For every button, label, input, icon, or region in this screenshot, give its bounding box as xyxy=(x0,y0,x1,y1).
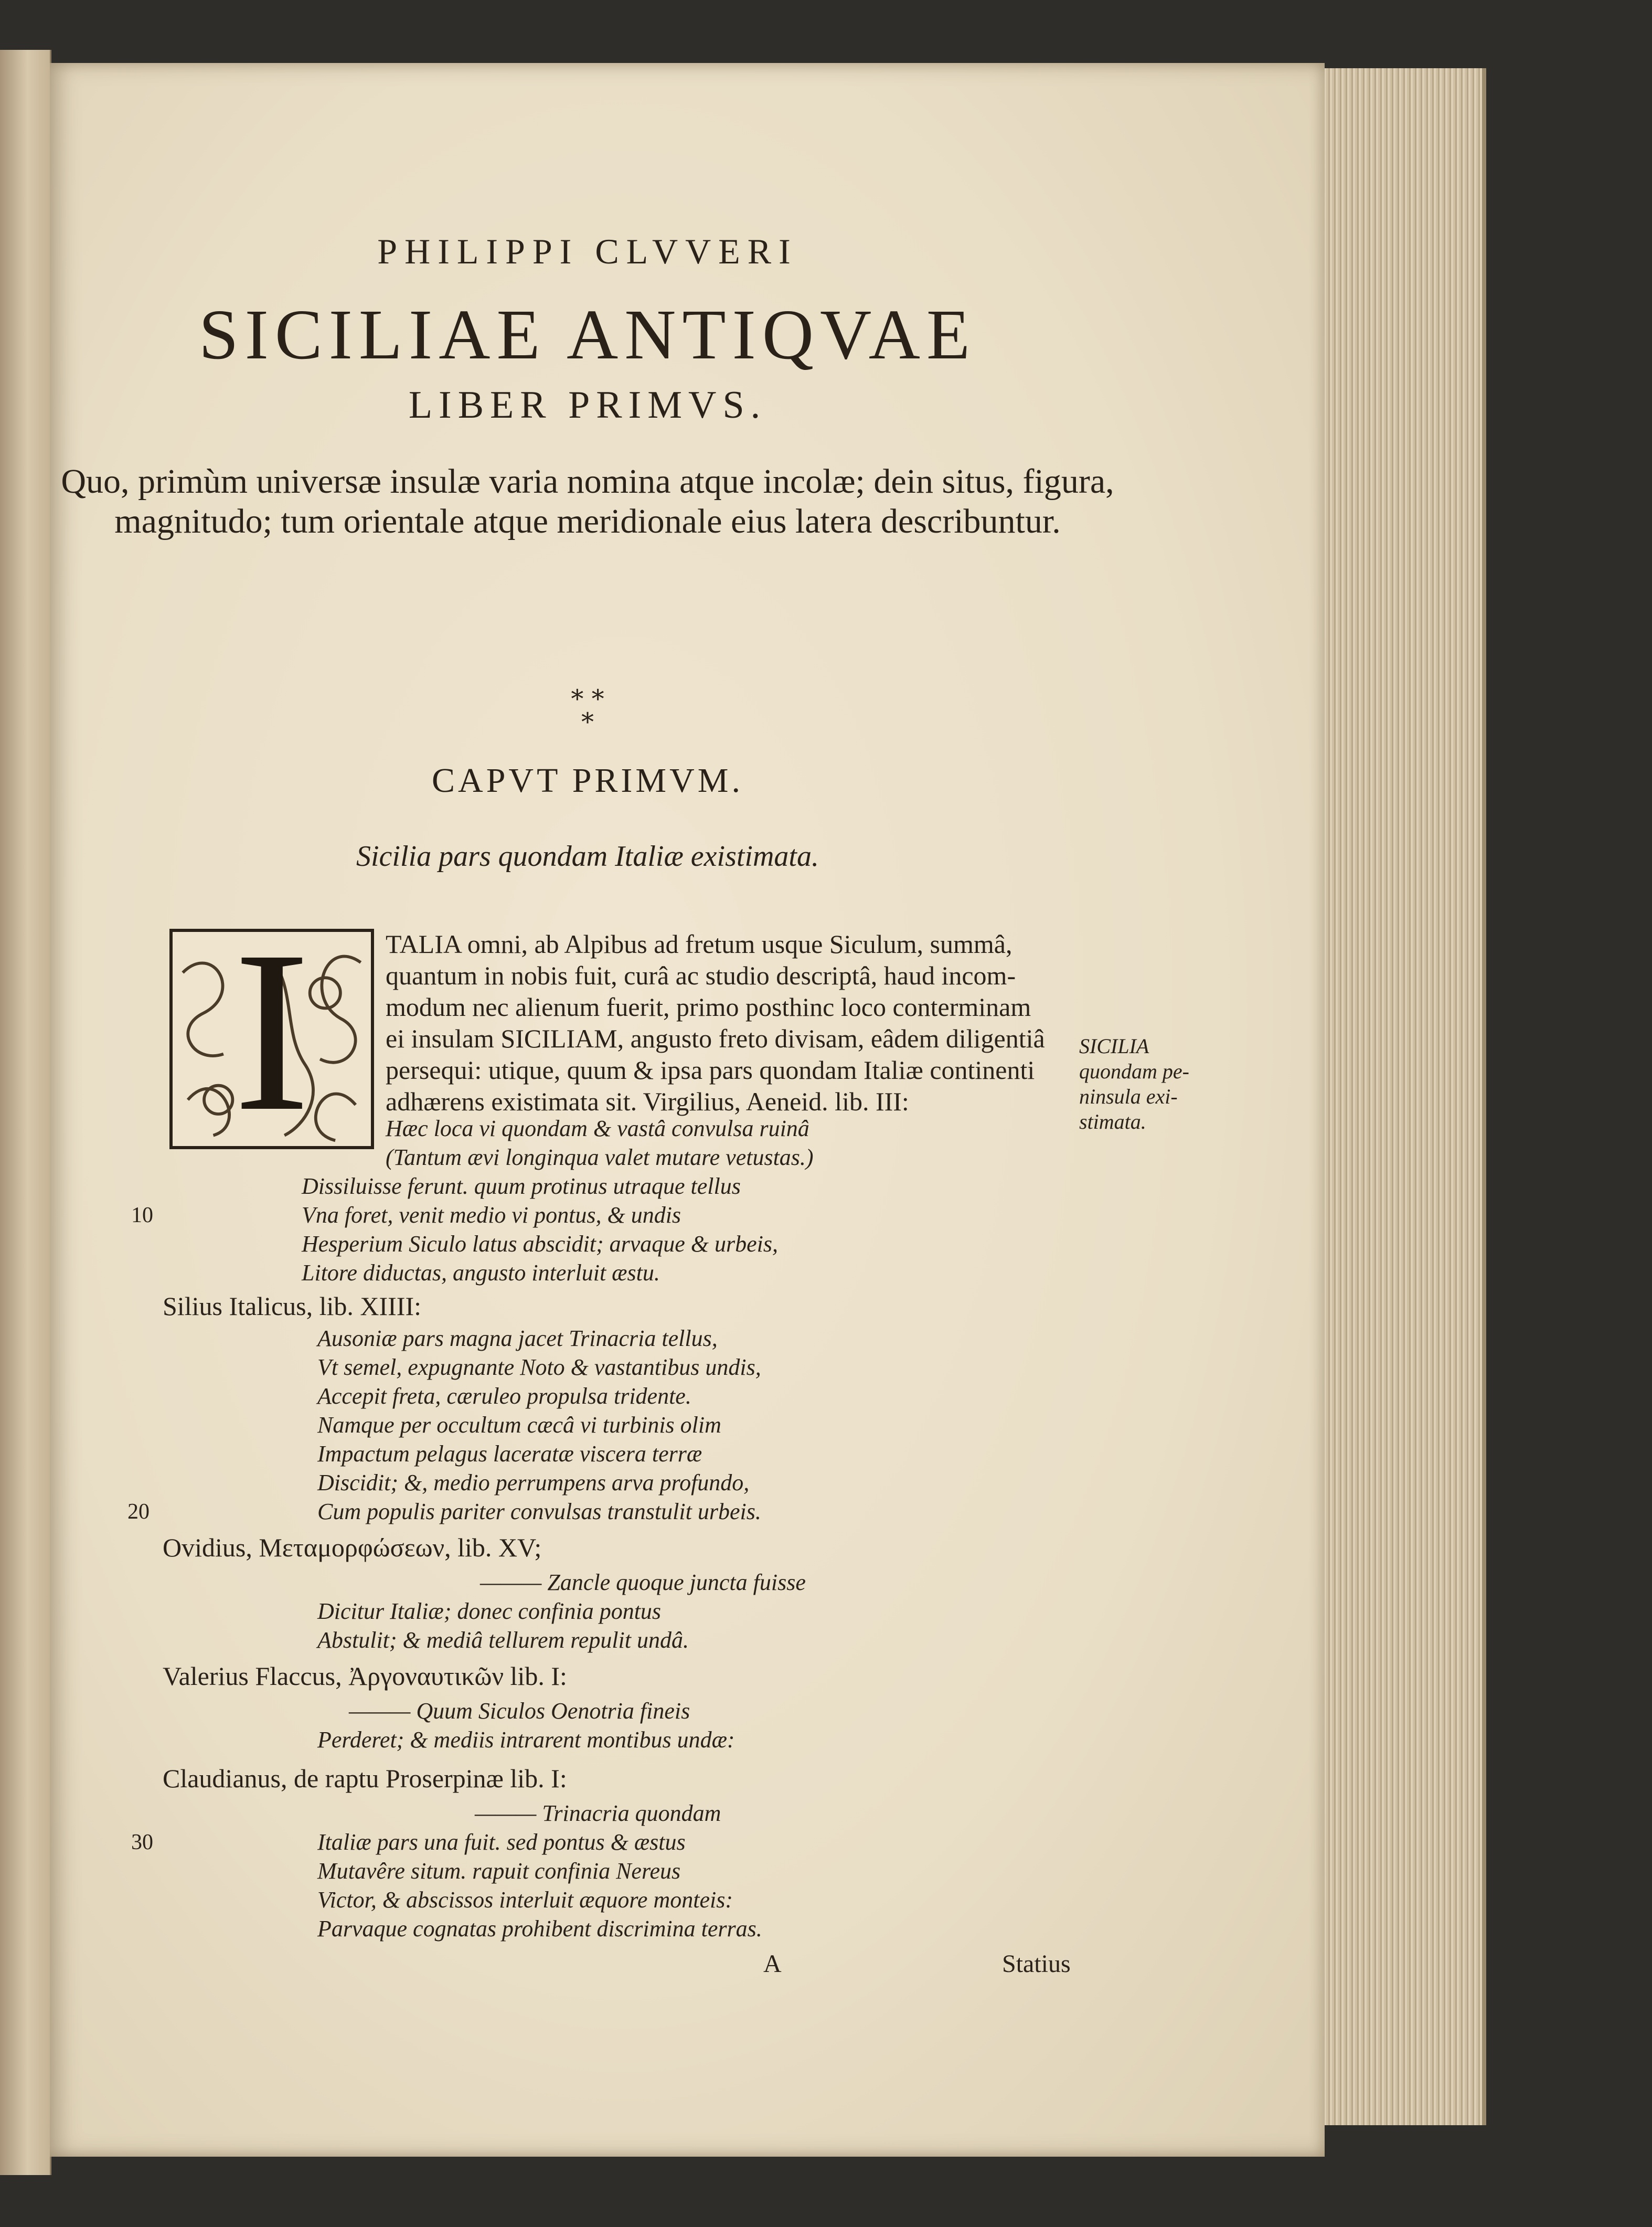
body-line: modum nec alienum fuerit, primo posthinc loco conterminam xyxy=(386,992,1031,1022)
verse-line: Hæc loca vi quondam & vastâ convulsa ruinâ xyxy=(386,1116,809,1141)
verse-line: Impactum pelagus laceratæ viscera terræ xyxy=(317,1441,702,1467)
body-line: ei insulam SICILIAM, angusto freto divisam, eâdem diligentiâ xyxy=(386,1024,1045,1053)
verse-line: Vt semel, expugnante Noto & vastantibus undis, xyxy=(317,1354,761,1380)
drop-cap-letter: I xyxy=(233,929,311,1149)
asterism-ornament xyxy=(50,684,1125,737)
asterism-bottom: * xyxy=(581,707,594,737)
citation-intro: Silius Italicus, lib. XIIII: xyxy=(163,1291,421,1321)
citation-intro: Ovidius, Μεταμορφώσεων, lib. XV; xyxy=(163,1533,542,1562)
verse-line: Parvaque cognatas prohibent discrimina terras. xyxy=(317,1916,762,1942)
asterism-top: * * xyxy=(571,684,604,714)
line-number: 20 xyxy=(127,1500,150,1524)
signature-mark: A xyxy=(763,1950,782,1978)
verse-line: Litore diductas, angusto interluit æstu. xyxy=(302,1260,660,1286)
citation-intro: Claudianus, de raptu Proserpinæ lib. I: xyxy=(163,1764,567,1793)
citation-intro: Valerius Flaccus, Ἀργοναυτικῶν lib. I: xyxy=(163,1661,567,1691)
verse-line: Dicitur Italiæ; donec confinia pontus xyxy=(317,1598,662,1624)
left-page-edge xyxy=(0,50,51,2175)
verse-line: ——— Quum Siculos Oenotria fineis xyxy=(349,1698,690,1724)
body-line: TALIA omni, ab Alpibus ad fretum usque Siculum, summâ, xyxy=(386,929,1012,959)
marginal-note: SICILIA quondam pe- ninsula exi- stimata. xyxy=(1079,1034,1189,1133)
book-page xyxy=(50,63,1325,2157)
verse-line: Namque per occultum cæcâ vi turbinis olim xyxy=(317,1412,721,1438)
verse-line: ——— Trinacria quondam xyxy=(475,1800,721,1826)
verse-line: Vna foret, venit medio vi pontus, & undis xyxy=(302,1202,681,1228)
verse-line: Mutavêre situm. rapuit confinia Nereus xyxy=(317,1858,681,1884)
verse-line: Cum populis pariter convulsas transtulit urbeis. xyxy=(317,1499,761,1524)
line-number: 10 xyxy=(131,1203,153,1227)
body-line: adhærens existimata sit. Virgilius, Aeneid. lib. III: xyxy=(386,1087,909,1116)
verse-line: Ausoniæ pars magna jacet Trinacria tellus, xyxy=(317,1325,718,1351)
verse-line: (Tantum ævi longinqua valet mutare vetustas.) xyxy=(386,1144,814,1170)
verse-line: Discidit; &, medio perrumpens arva profundo, xyxy=(317,1470,750,1496)
chapter-subtitle: Sicilia pars quondam Italiæ existimata. xyxy=(356,840,819,873)
verse-line: Hesperium Siculo latus abscidit; arvaque & urbeis, xyxy=(302,1231,779,1257)
verse-line: Perderet; & mediis intrarent montibus undæ: xyxy=(317,1727,735,1753)
catchword: Statius xyxy=(1002,1950,1071,1978)
author-heading: PHILIPPI CLVVERI xyxy=(377,231,798,271)
line-number: 30 xyxy=(131,1830,153,1854)
page-block-fore-edge xyxy=(1309,68,1486,2125)
verse-line: Abstulit; & mediâ tellurem repulit undâ. xyxy=(317,1627,689,1653)
chapter-heading: CAPVT PRIMVM. xyxy=(432,761,743,800)
verse-line: Italiæ pars una fuit. sed pontus & æstus xyxy=(317,1829,686,1855)
body-line: persequi: utique, quum & ipsa pars quondam Italiæ continenti xyxy=(386,1055,1035,1085)
verse-line: ——— Zancle quoque juncta fuisse xyxy=(480,1569,806,1595)
body-line: quantum in nobis fuit, curâ ac studio descriptâ, haud incom- xyxy=(386,961,1016,990)
verse-line: Dissiluisse ferunt. quum protinus utraque tellus xyxy=(302,1173,741,1199)
book-title: SICILIAE ANTIQVAE xyxy=(198,295,977,374)
verse-line: Accepit freta, cæruleo propulsa tridente. xyxy=(317,1383,691,1409)
book-summary: Quo, primùm universæ insulæ varia nomina atque incolæ; dein situs, figura, magnitudo; tum orientale atque meridionale eius latera describuntur. xyxy=(61,462,1114,540)
book-number: LIBER PRIMVS. xyxy=(408,384,767,427)
decorated-initial xyxy=(169,929,374,1149)
verse-line: Victor, & abscissos interluit æquore monteis: xyxy=(317,1887,733,1913)
